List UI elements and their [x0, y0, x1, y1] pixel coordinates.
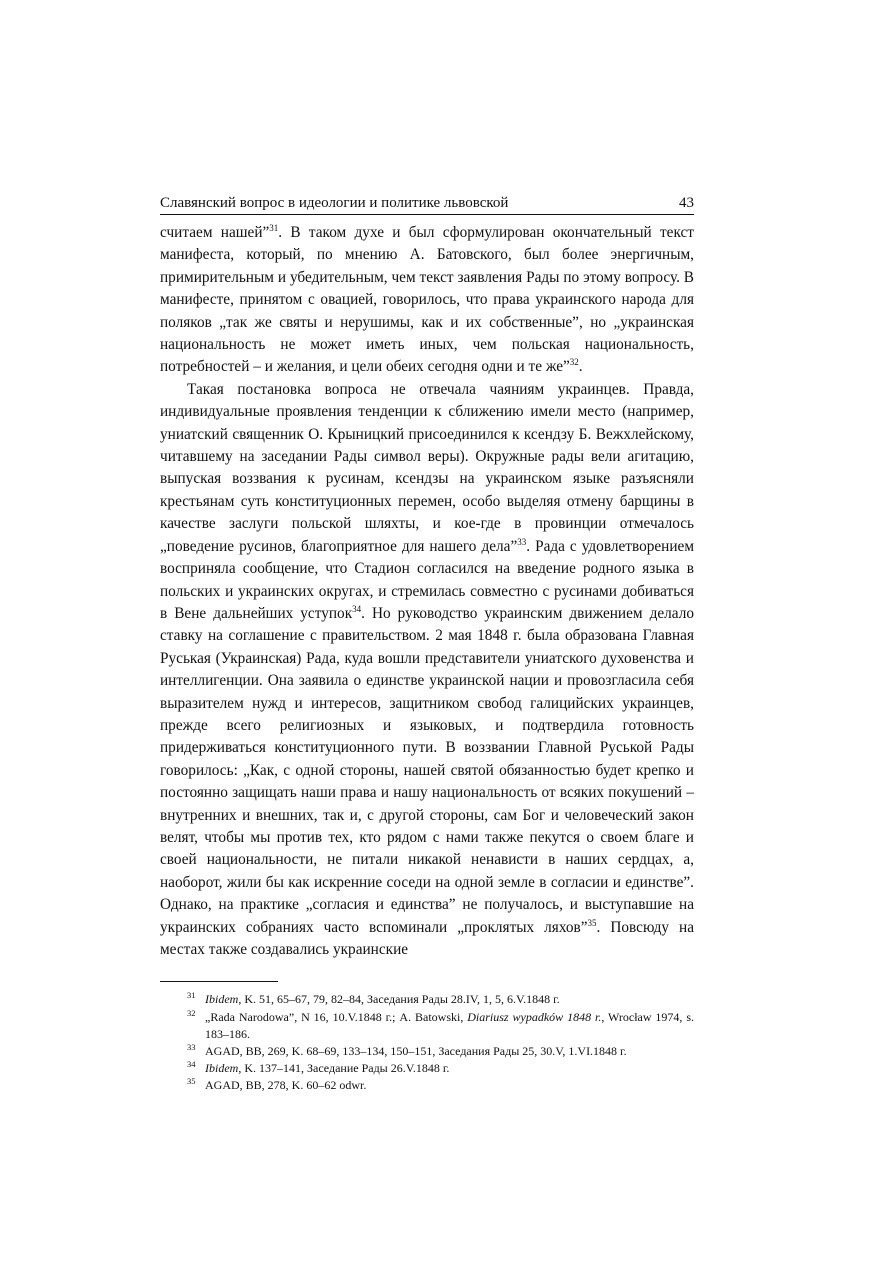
book-page	[160, 194, 694, 1095]
footnotes	[160, 991, 694, 1094]
italic-text: Ibidem	[205, 1061, 239, 1076]
footnote-number-label: 32	[187, 1007, 196, 1018]
text-run: . Рада с удовлетворением восприняла сообщение, что Стадион согласился на введение родного языка в польских и украинских округах, и стремилась совместно с русинами добиваться в Вене дальнейших уступок	[160, 537, 695, 622]
footnote-number-label: 31	[187, 990, 196, 1001]
running-head	[160, 194, 694, 215]
body-text	[160, 222, 694, 961]
footnote-ref: 32	[569, 357, 579, 368]
text-run: . Повсюду на местах также создавались украинские	[160, 918, 694, 958]
footnote-number-label: 33	[187, 1042, 196, 1053]
footnote-ref: 31	[269, 222, 279, 233]
text-run: . В таком духе и был сформулирован окончательный текст манифеста, который, по мнению А. Батовского, был более энергичным, примирительным и убедительным, чем текст заявления Рады по этому вопросу. В манифесте, принятом с овацией, говорилось, что права украинского народа для поляков „так же святы и нерушимы, как и их собственные”, но „украинская национальность не может иметь иных, чем польская национальность, потребностей – и желания, и цели обеих сегодня одни и те же”	[160, 224, 694, 376]
footnote-number	[187, 1077, 205, 1094]
footnote-number-label: 35	[187, 1076, 196, 1087]
footnote	[187, 1043, 694, 1060]
footnote	[187, 991, 694, 1008]
footnote-number	[187, 1043, 205, 1060]
footnote-divider	[160, 981, 278, 982]
text-run: считаем нашей”	[160, 224, 270, 241]
text-run: . Но руководство украинским движением делало ставку на соглашение с правительством. 2 мая 1848 г. была образована Главная Руськая (Украинская) Рада, куда вошли представители униатского духовенства и интеллигенции. Она заявила о единстве украинской нации и провозгласила себя выразителем нужд и интересов, защитником свобод галицийских украинцев, прежде всего религиозных и языковых, и подтвердила готовность придерживаться конституционного пути. В воззвании Главной Руськой Рады говорилось: „Как, с одной стороны, нашей святой обязанностью будет крепко и постоянно защищать наши права и нашу национальность от всяких покушений – внутренних и внешних, так и, с другой стороны, сам Бог и человеческий закон велят, чтобы мы против тех, кто рядом с нами также пекутся о своем благе и своей национальности, не питали никакой ненависти в наших сердцах, а, наоборот, жили бы как искренние соседи на одной земле в согласии и единстве”. Однако, на практике „согласия и единства” не получалось, и выступавшие на украинских собраниях часто вспоминали „проклятых ляхов”	[160, 604, 694, 936]
text-run: , Wrocław 1974, s. 183–186.	[205, 1009, 695, 1041]
paragraph	[160, 379, 694, 962]
footnote-ref: 35	[587, 917, 597, 928]
footnote	[187, 1060, 694, 1077]
footnote	[187, 1077, 694, 1094]
italic-text: Diariusz wypadków 1848 r.	[467, 1009, 602, 1024]
text-run: , K. 137–141, Заседание Рады 26.V.1848 г.	[238, 1061, 450, 1076]
footnote-number-label: 34	[187, 1059, 196, 1070]
text-run: „Rada Narodowa”, N 16, 10.V.1848 г.; A. Batowski,	[205, 1009, 468, 1024]
footnote-number	[187, 1009, 205, 1026]
text-run: AGAD, BB, 269, K. 68–69, 133–134, 150–151, Заседания Рады 25, 30.V, 1.VI.1848 г.	[205, 1044, 627, 1059]
footnote	[187, 1009, 694, 1043]
text-run: .	[578, 358, 583, 376]
text-run: Такая постановка вопроса не отвечала чаяниям украинцев. Правда, индивидуальные проявления тенденции к сближению имели место (например, униатский священник О. Крыницкий присоединился к ксендзу Б. Вежхлейскому, читавшему на заседании Рады символ веры). Окружные рады вели агитацию, выпуская воззвания к русинам, ксендзы на украинском языке разъясняли крестьянам суть конституционных перемен, особо выделяя отмену барщины в качестве заслуги польской шляхты, и кое-где в провинции отмечалось „поведение русинов, благоприятное для нашего дела”	[160, 380, 694, 555]
footnote-ref: 33	[517, 536, 527, 547]
footnote-number	[187, 991, 205, 1008]
running-title: Славянский вопрос в идеологии и политике львовской	[160, 195, 509, 211]
text-run: , K. 51, 65–67, 79, 82–84, Заседания Рады 28.IV, 1, 5, 6.V.1848 г.	[238, 992, 560, 1007]
page-number: 43	[679, 195, 694, 211]
paragraph	[160, 222, 694, 379]
text-run: AGAD, BB, 278, K. 60–62 odwr.	[205, 1078, 367, 1093]
footnote-number	[187, 1060, 205, 1077]
footnote-ref: 34	[352, 603, 362, 614]
italic-text: Ibidem	[205, 992, 239, 1007]
